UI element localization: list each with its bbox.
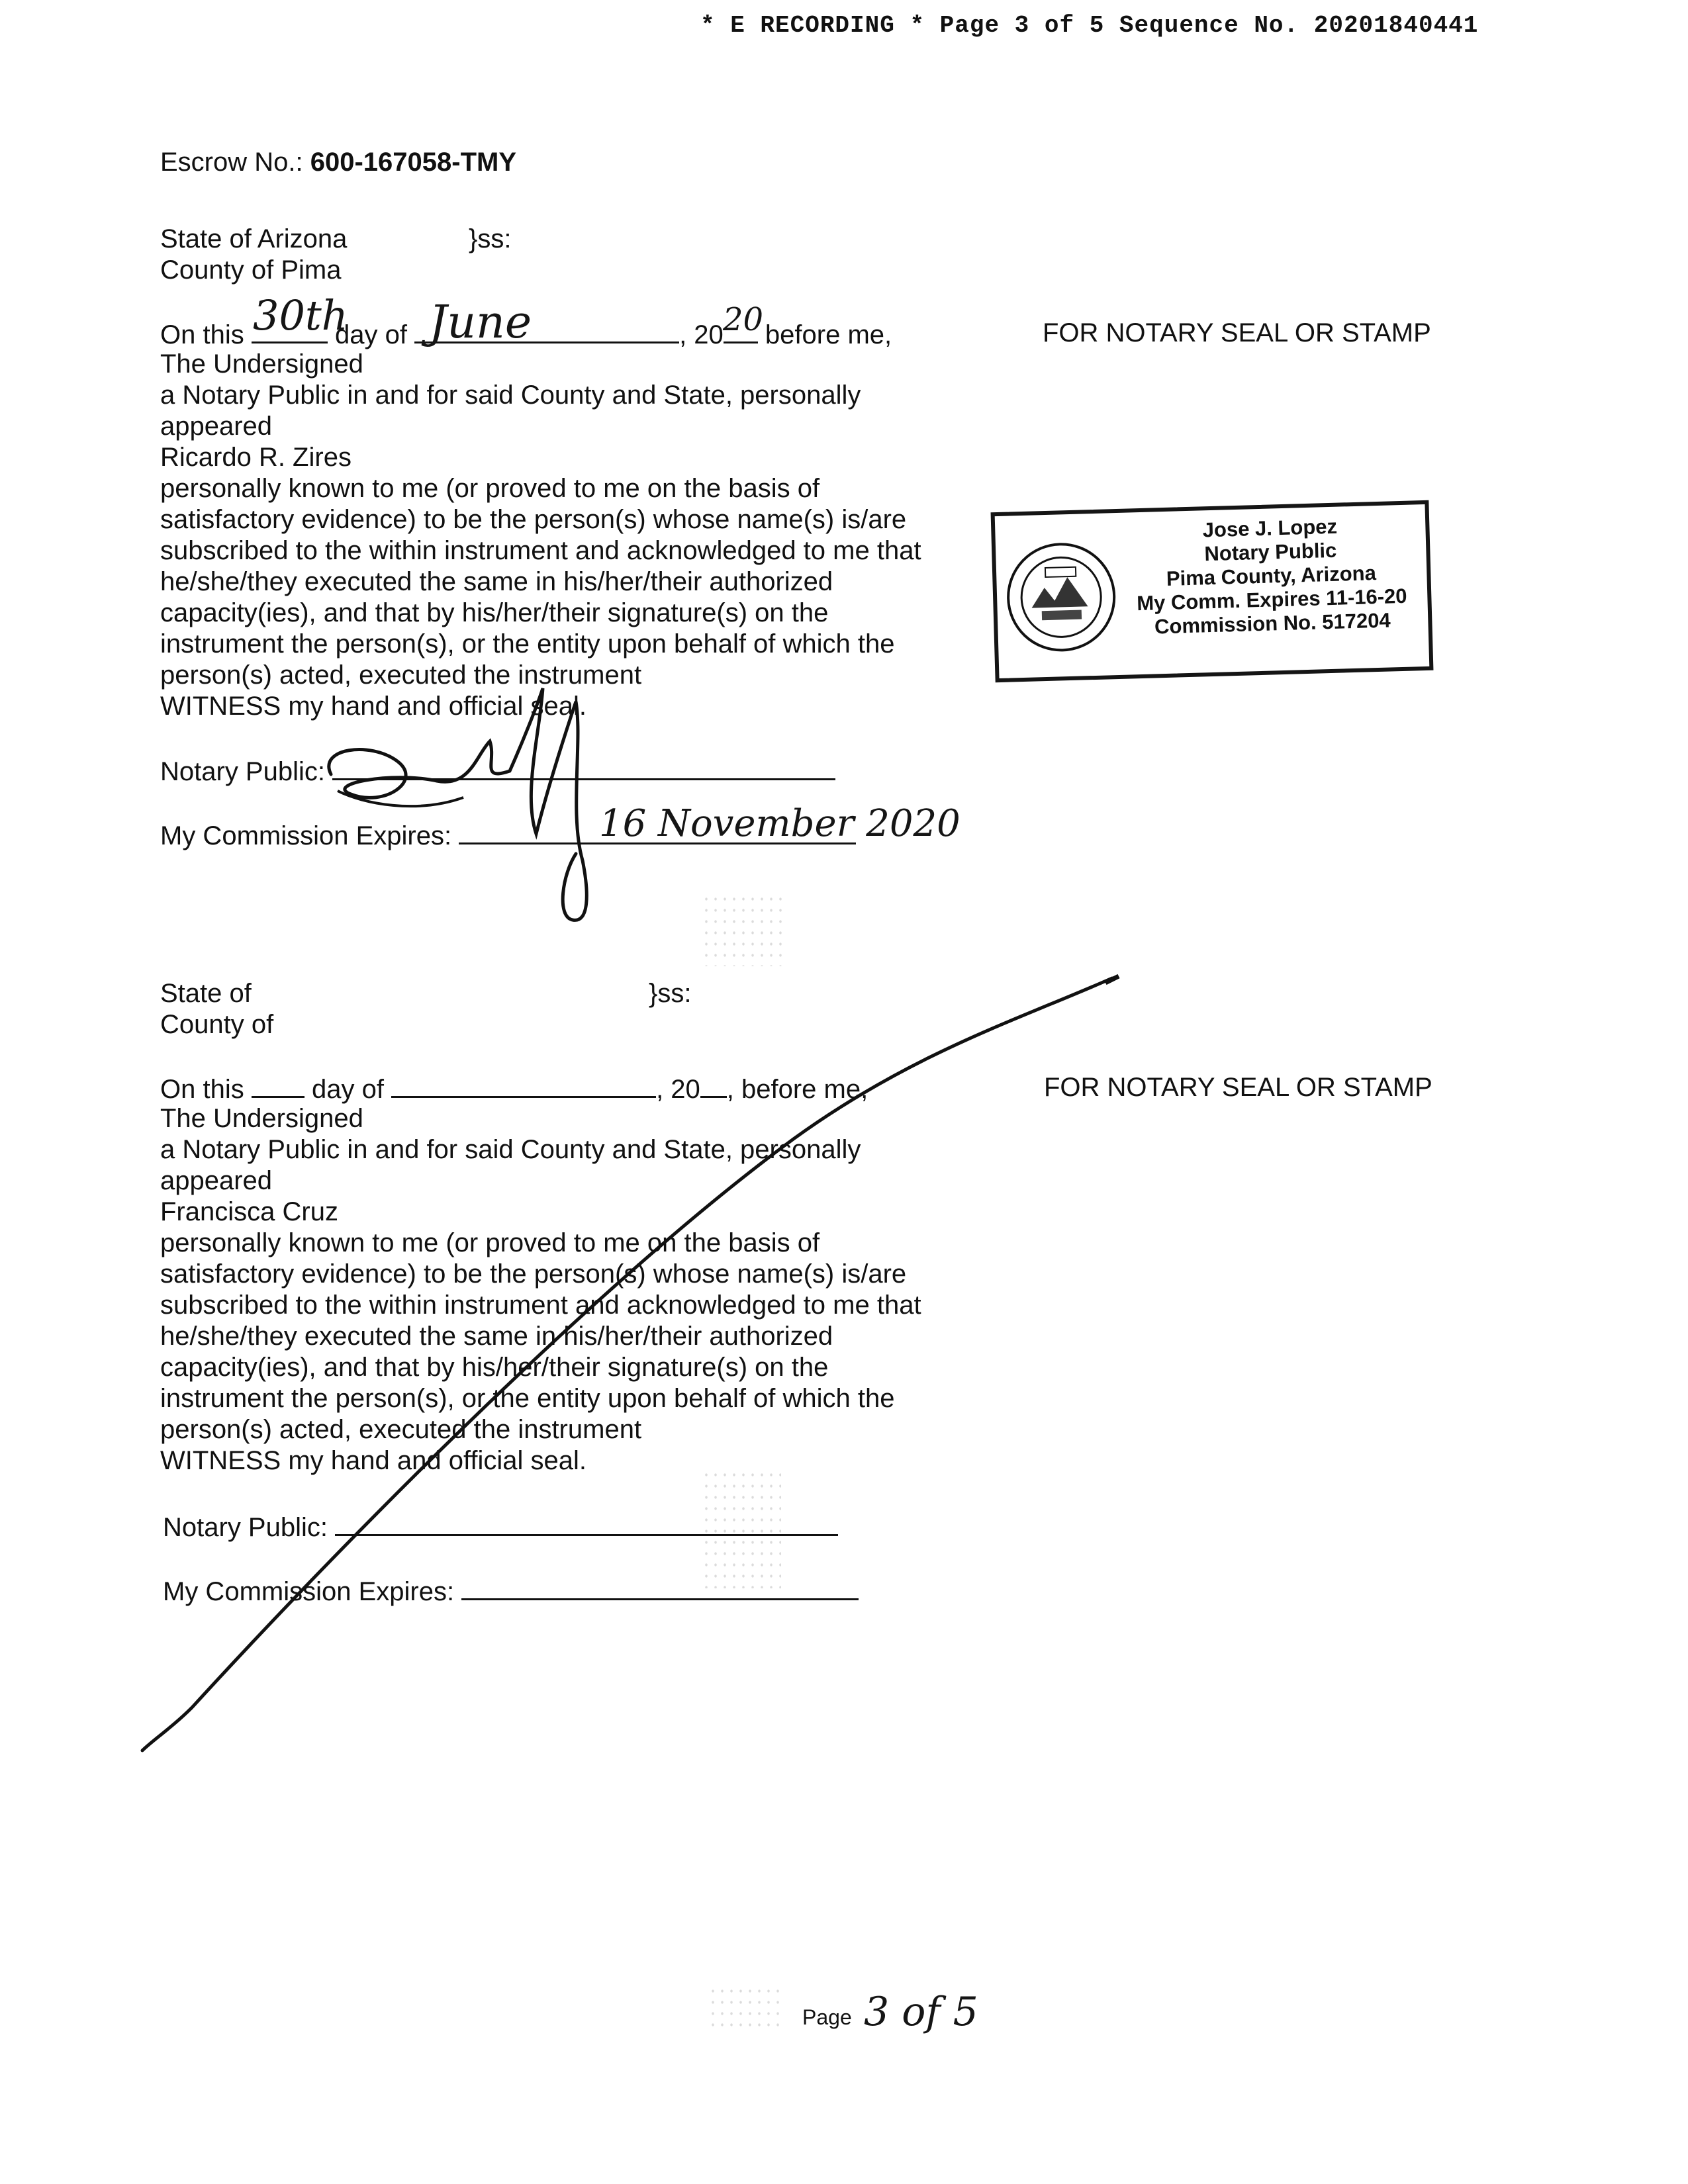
arizona-seal-icon (1004, 539, 1119, 655)
scan-noise (702, 893, 788, 966)
ack1-signer-name: Ricardo R. Zires (160, 443, 352, 472)
ack2-line: subscribed to the within instrument and acknowledged to me that (160, 1291, 921, 1320)
notary-signature (311, 662, 682, 927)
ack1-year-prefix: , 20 (679, 320, 724, 349)
ack1-on-this: On this (160, 320, 244, 349)
stamp-title: Notary Public (1204, 538, 1337, 566)
ack1-seal-label: FOR NOTARY SEAL OR STAMP (1043, 318, 1431, 347)
ack2-officer: The Undersigned (160, 1104, 363, 1133)
ack1-hand-year: 20 (723, 301, 764, 338)
ack1-hand-commission: 16 November 2020 (599, 802, 961, 845)
ack1-hand-day: 30th (253, 291, 348, 340)
ack2-ss: }ss: (649, 979, 692, 1008)
ack1-ss: }ss: (469, 224, 512, 253)
ack2-line: instrument the person(s), or the entity upon behalf of which the (160, 1384, 895, 1413)
ack1-line: WITNESS my hand and official seal. (160, 692, 586, 721)
ack2-notary-public-label: Notary Public: (163, 1513, 328, 1542)
footer-hand-page: 3 of 5 (864, 1989, 978, 2035)
ack2-line: WITNESS my hand and official seal. (160, 1446, 586, 1475)
ack1-line: capacity(ies), and that by his/her/their signature(s) on the (160, 598, 829, 627)
ack2-seal-label: FOR NOTARY SEAL OR STAMP (1044, 1073, 1432, 1102)
ack1-officer: The Undersigned (160, 349, 363, 379)
ack1-line: he/she/they executed the same in his/her/their authorized (160, 567, 833, 596)
ack1-line: subscribed to the within instrument and acknowledged to me that (160, 536, 921, 565)
stamp-notary-name: Jose J. Lopez (1202, 514, 1338, 542)
stamp-commission: Commission No. 517204 (1154, 608, 1391, 639)
scan-noise (702, 1469, 781, 1588)
ack1-line: personally known to me (or proved to me on the basis of (160, 474, 820, 503)
ack2-line: a Notary Public in and for said County and State, personally (160, 1135, 861, 1164)
ack2-on-this: On this (160, 1075, 244, 1104)
notary-stamp (991, 500, 1434, 682)
ack2-line: person(s) acted, executed the instrument (160, 1415, 642, 1444)
ack2-line: personally known to me (or proved to me on the basis of (160, 1228, 820, 1257)
ack2-line: capacity(ies), and that by his/her/their signature(s) on the (160, 1353, 829, 1382)
ack1-line: appeared (160, 412, 273, 441)
ack2-signer-name: Francisca Cruz (160, 1197, 338, 1226)
ack1-county: County of Pima (160, 255, 342, 285)
ack1-notary-public-label: Notary Public: (160, 757, 325, 786)
ack1-hand-month: June (429, 296, 532, 349)
ack1-commission-label: My Commission Expires: (160, 821, 452, 850)
ack2-commission-label: My Commission Expires: (163, 1577, 455, 1606)
ack2-line: he/she/they executed the same in his/her/their authorized (160, 1322, 833, 1351)
ack2-line: satisfactory evidence) to be the person(s) whose name(s) is/are (160, 1259, 907, 1289)
ack2-year-prefix: , 20 (656, 1075, 700, 1104)
escrow-label: Escrow No.: (160, 148, 303, 177)
ack1-line: satisfactory evidence) to be the person(s) whose name(s) is/are (160, 505, 907, 534)
stamp-expires: My Comm. Expires 11-16-20 (1136, 584, 1407, 615)
ack1-before-me: before me, (765, 320, 892, 349)
footer-page-label: Page (802, 2005, 852, 2029)
ack1-line: instrument the person(s), or the entity upon behalf of which the (160, 629, 895, 659)
ack2-before-me: , before me, (726, 1075, 868, 1104)
scan-noise (708, 1985, 781, 2032)
ack2-county: County of (160, 1010, 274, 1039)
stamp-county: Pima County, Arizona (1166, 561, 1377, 590)
ack2-state: State of (160, 979, 252, 1008)
recording-header: * E RECORDING * Page 3 of 5 Sequence No. 20201840441 (700, 12, 1479, 39)
strike-through-line (132, 973, 1139, 1760)
ack2-line: appeared (160, 1166, 273, 1195)
ack2-day-of: day of (311, 1075, 384, 1104)
ack1-line: person(s) acted, executed the instrument (160, 660, 642, 690)
ack1-line: a Notary Public in and for said County and State, personally (160, 381, 861, 410)
ack1-state: State of Arizona (160, 224, 348, 253)
ack1-day-of: day of (334, 320, 407, 349)
escrow-line (160, 147, 516, 178)
escrow-number: 600-167058-TMY (310, 148, 517, 177)
